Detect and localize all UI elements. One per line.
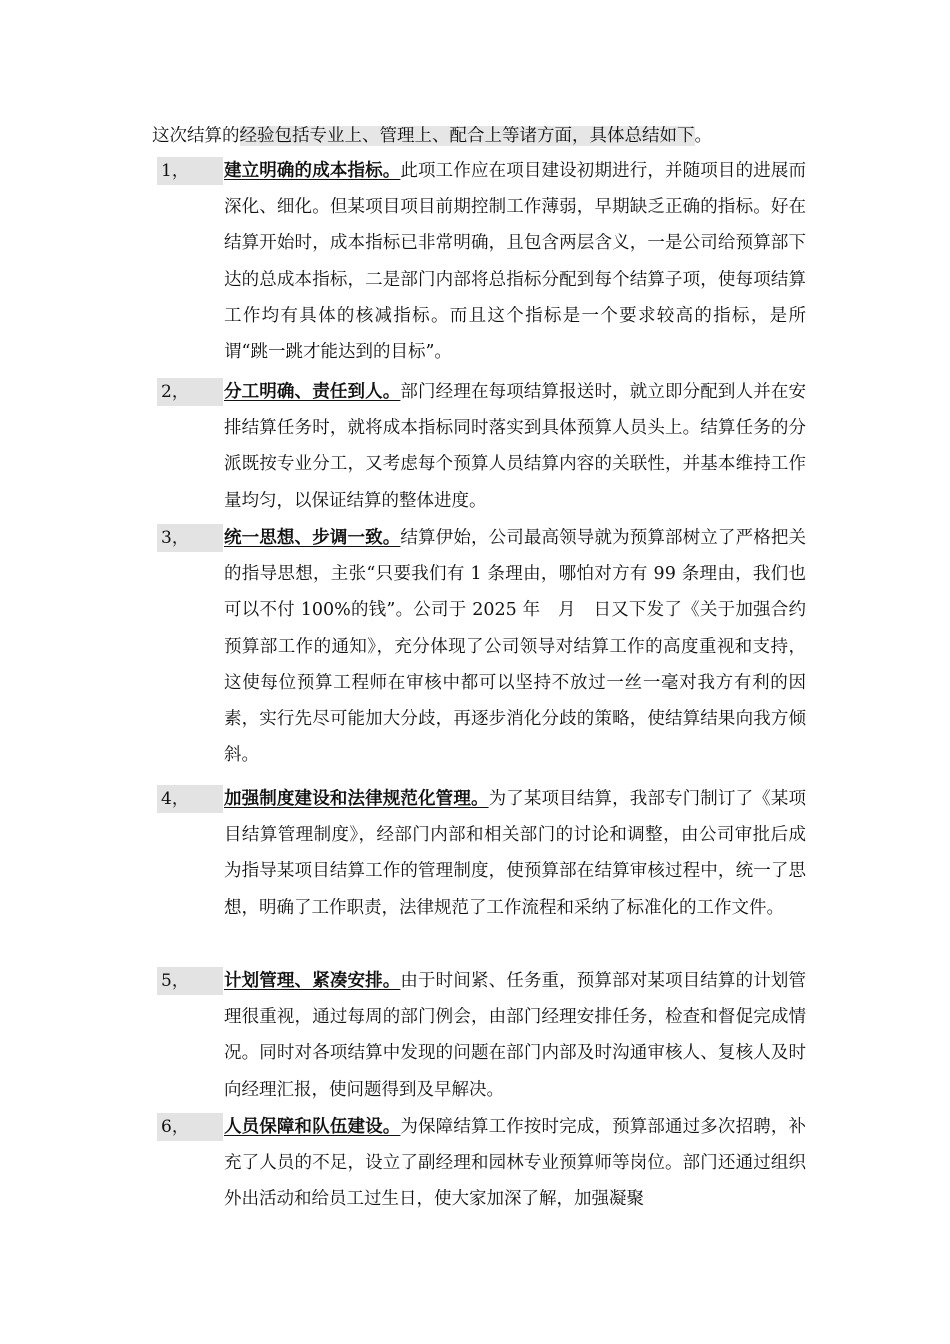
item-body bbox=[224, 1109, 806, 1218]
intro-paragraph bbox=[152, 122, 712, 150]
item-text: 由于时间紧、任务重，预算部对某项目结算的计划管理很重视，通过每周的部门例会，由部门经理安排任务，检查和督促完成情况。同时对各项结算中发现的问题在部门内部及时沟通审核人、复核人及时向经理汇报，使问题得到及早解决。 bbox=[224, 971, 806, 1100]
item-heading: 加强制度建设和法律规范化管理。 bbox=[224, 789, 489, 809]
item-body bbox=[224, 520, 806, 773]
intro-text-start: 这次结算的 bbox=[152, 126, 240, 146]
intro-text-highlight: 经验包括专业上、管理上、配合上等诸方面，具体总结如下 bbox=[239, 126, 695, 146]
item-text: 此项工作应在项目建设初期进行，并随项目的进展而深化、细化。但某项目项目前期控制工作薄弱，早期缺乏正确的指标。好在结算开始时，成本指标已非常明确，且包含两层含义，一是公司给预算部下达的总成本指标，二是部门内部将总指标分配到每个结算子项，使每项结算工作均有具体的核减指标。而且这个指标是一个要求较高的指标，是所谓“跳一跳才能达到的目标”。 bbox=[224, 161, 806, 363]
item-number: 6， bbox=[157, 1113, 223, 1141]
item-number: 4， bbox=[157, 785, 223, 813]
item-body bbox=[224, 781, 806, 926]
item-text: 结算伊始，公司最高领导就为预算部树立了严格把关的指导思想，主张“只要我们有 1 条理由，哪怕对方有 99 条理由，我们也可以不付 100%的钱”。公司于 2025 年 月 日又下发了《关于加强合约预算部工作的通知》，充分体现了公司领导对结算工作的高度重视和支持，这使每位预算工程师在审核中都可以坚持不放过一丝一毫对我方有利的因素，实行先尽可能加大分歧，再逐步消化分歧的策略，使结算结果向我方倾斜。 bbox=[224, 528, 806, 766]
item-body bbox=[224, 153, 806, 370]
item-heading: 人员保障和队伍建设。 bbox=[224, 1117, 401, 1137]
item-body bbox=[224, 374, 806, 519]
item-number: 1， bbox=[157, 157, 223, 185]
item-text: 部门经理在每项结算报送时，就立即分配到人并在安排结算任务时，就将成本指标同时落实到具体预算人员头上。结算任务的分派既按专业分工，又考虑每个预算人员结算内容的关联性，并基本维持工作量均匀，以保证结算的整体进度。 bbox=[224, 382, 806, 511]
item-body bbox=[224, 963, 806, 1108]
item-heading: 计划管理、紧凑安排。 bbox=[224, 971, 401, 991]
item-number: 2， bbox=[157, 378, 223, 406]
item-number: 5， bbox=[157, 967, 223, 995]
item-heading: 统一思想、步调一致。 bbox=[224, 528, 401, 548]
intro-text-end: 。 bbox=[694, 126, 712, 146]
item-heading: 建立明确的成本指标。 bbox=[224, 161, 401, 181]
item-text: 为了某项目结算，我部专门制订了《某项目结算管理制度》，经部门内部和相关部门的讨论和调整，由公司审批后成为指导某项目结算工作的管理制度，使预算部在结算审核过程中，统一了思想，明确了工作职责，法律规范了工作流程和采纳了标准化的工作文件。 bbox=[224, 789, 806, 918]
item-heading: 分工明确、责任到人。 bbox=[224, 382, 401, 402]
item-number: 3， bbox=[157, 524, 223, 552]
item-text: 为保障结算工作按时完成，预算部通过多次招聘，补充了人员的不足，设立了副经理和园林专业预算师等岗位。部门还通过组织外出活动和给员工过生日，使大家加深了解，加强凝聚 bbox=[224, 1117, 806, 1210]
